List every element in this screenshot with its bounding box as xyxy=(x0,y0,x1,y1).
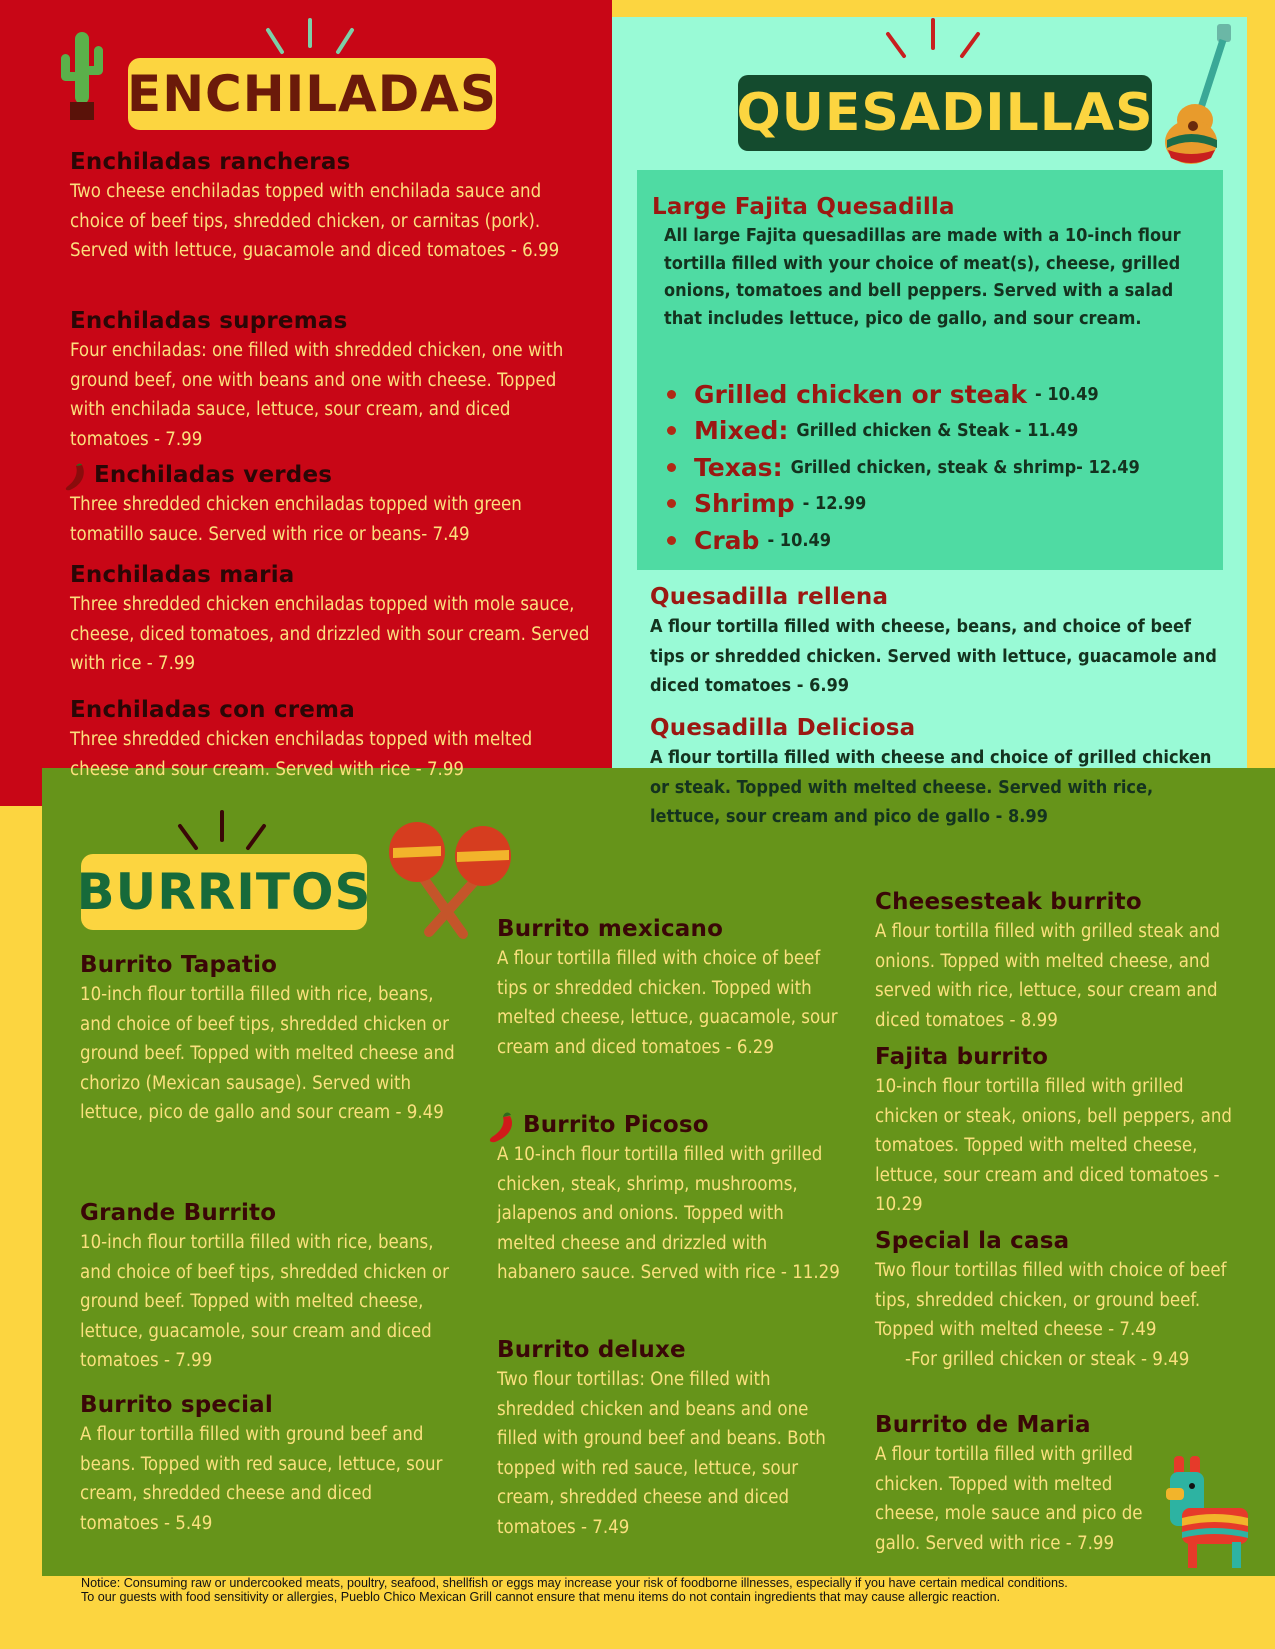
item-description: A 10-inch flour tortilla filled with grilled chicken, steak, shrimp, mushrooms, jalapenos and onions. Topped with melted cheese and drizzled with habanero sauce. Served with rice - 11.29 xyxy=(497,1144,840,1284)
item-title: Enchiladas supremas xyxy=(70,308,348,334)
option-name: Shrimp xyxy=(694,489,795,519)
menu-item xyxy=(80,950,455,1128)
item-description: Two flour tortillas filled with choice of beef tips, shredded chicken, or ground beef. Topped with melted cheese - 7.49 xyxy=(875,1260,1227,1341)
item-title: Grande Burrito xyxy=(80,1200,277,1226)
item-title: Large Fajita Quesadilla xyxy=(652,194,955,220)
list-item xyxy=(667,449,1140,486)
menu-item xyxy=(497,914,847,1062)
allergy-notice xyxy=(81,1576,1068,1604)
item-description: 10-inch flour tortilla filled with rice, beans, and choice of beef tips, shredded chicken or ground beef. Topped with melted cheese, lettuce, guacamole, sour cream and diced tomatoes - 7.99 xyxy=(80,1232,449,1372)
item-description: A flour tortilla filled with choice of beef tips or shredded chicken. Topped with melted cheese, lettuce, guacamole, sour cream and diced tomatoes - 6.29 xyxy=(497,948,838,1058)
rays-decoration xyxy=(172,808,272,852)
item-description: A flour tortilla filled with grilled steak and onions. Topped with melted cheese, and served with rice, lettuce, sour cream and diced tomatoes - 8.99 xyxy=(875,921,1221,1031)
item-title: Burrito de Maria xyxy=(875,1412,1091,1438)
menu-item xyxy=(875,887,1250,1035)
item-description: Two flour tortillas: One filled with shredded chicken and beans and one filled with ground beef and beans. Both topped with red sauce, lettuce, sour cream, shredded cheese and diced tomatoes - 7.49 xyxy=(497,1369,826,1538)
menu-item xyxy=(875,1042,1250,1220)
item-description: Three shredded chicken enchiladas topped with melted cheese and sour cream. Served with rice - 7.99 xyxy=(70,729,533,780)
maracas-icon xyxy=(385,818,513,946)
menu-item xyxy=(650,582,1220,701)
notice-line: Notice: Consuming raw or undercooked meats, poultry, seafood, shellfish or eggs may increase your risk of foodborne illnesses, especially if you have certain medical conditions. xyxy=(81,1576,1068,1590)
option-price: - 10.49 xyxy=(767,529,832,551)
option-price: Grilled chicken & Steak - 11.49 xyxy=(796,420,1079,442)
list-item xyxy=(667,522,1140,559)
item-description: A flour tortilla filled with cheese and choice of grilled chicken or steak. Topped with melted cheese. Served with rice, lettuce, sour cream and pico de gallo - 8.99 xyxy=(650,747,1212,828)
item-description: Three shredded chicken enchiladas topped with mole sauce, cheese, diced tomatoes, and drizzled with sour cream. Served with rice - 7.99 xyxy=(70,594,590,675)
menu-item xyxy=(80,1198,455,1376)
bullet-icon xyxy=(667,390,676,399)
list-item xyxy=(667,413,1140,450)
menu-item xyxy=(497,1110,847,1288)
rays-decoration xyxy=(880,16,986,60)
bullet-icon xyxy=(667,499,676,508)
item-title: Quesadilla Deliciosa xyxy=(650,715,916,741)
item-title: Burrito Picoso xyxy=(523,1112,709,1138)
option-price: - 10.49 xyxy=(1035,383,1099,405)
pinata-icon xyxy=(1166,1452,1254,1572)
option-price: Grilled chicken, steak & shrimp- 12.49 xyxy=(790,456,1140,478)
fajita-options-list xyxy=(667,376,1140,559)
item-description: 10-inch flour tortilla filled with grilled chicken or steak, onions, bell peppers, and tomatoes. Topped with melted cheese, lettuce, sour cream and diced tomatoes - 10.29 xyxy=(875,1076,1232,1216)
item-title: Burrito Tapatio xyxy=(80,952,278,978)
item-description: All large Fajita quesadillas are made with a 10-inch flour tortilla filled with your choice of meat(s), cheese, grilled onions, tomatoes and bell peppers. Served with a salad that includes lettuce, pico de gallo, and sour cream. xyxy=(664,225,1181,329)
bullet-icon xyxy=(667,463,676,472)
option-name: Crab xyxy=(694,525,760,555)
item-description: Two cheese enchiladas topped with enchilada sauce and choice of beef tips, shredded chicken, or carnitas (pork). Served with lettuce, guacamole and diced tomatoes - 6.99 xyxy=(70,181,560,262)
list-item xyxy=(667,486,1140,523)
item-title: Fajita burrito xyxy=(875,1044,1049,1070)
quesadillas-heading: QUESADILLAS xyxy=(738,75,1152,151)
menu-item xyxy=(70,560,590,679)
item-description: Four enchiladas: one filled with shredded chicken, one with ground beef, one with beans and one with cheese. Topped with enchilada sauce, lettuce, sour cream, and diced tomatoes - 7.99 xyxy=(70,340,564,450)
menu-item xyxy=(875,1226,1250,1374)
item-title: Burrito mexicano xyxy=(497,916,724,942)
item-description: A flour tortilla filled with grilled chicken. Topped with melted cheese, mole sauce and pico de gallo. Served with rice - 7.99 xyxy=(875,1444,1143,1554)
cactus-icon xyxy=(58,28,106,122)
bullet-icon xyxy=(667,426,676,435)
item-title: Enchiladas con crema xyxy=(70,697,355,723)
menu-item xyxy=(70,306,590,454)
menu-item xyxy=(80,1390,455,1538)
item-description: 10-inch flour tortilla filled with rice, beans, and choice of beef tips, shredded chicken or ground beef. Topped with melted cheese and chorizo (Mexican sausage). Served with lettuce, pico de gallo and sour cream - 9.49 xyxy=(80,984,455,1124)
guitar-icon xyxy=(1165,22,1247,168)
menu-item-fajita-quesadilla xyxy=(652,192,1212,332)
option-price: - 12.99 xyxy=(802,493,867,515)
item-extra-price: -For grilled chicken or steak - 9.49 xyxy=(905,1348,1190,1370)
burritos-heading: BURRITOS xyxy=(81,854,367,930)
list-item xyxy=(667,376,1140,413)
item-title: Special la casa xyxy=(875,1228,1070,1254)
option-name: Grilled chicken or steak xyxy=(694,379,1028,409)
notice-line: To our guests with food sensitivity or allergies, Pueblo Chico Mexican Grill cannot ensure that menu items do not contain ingredients that may cause allergic reaction. xyxy=(81,1590,1001,1604)
menu-item xyxy=(650,713,1220,832)
item-title: Enchiladas rancheras xyxy=(70,149,351,175)
item-title: Burrito deluxe xyxy=(497,1337,686,1363)
item-description: A flour tortilla filled with cheese, beans, and choice of beef tips or shredded chicken. Served with lettuce, guacamole and diced tomatoes - 6.99 xyxy=(650,616,1217,697)
item-title: Cheesesteak burrito xyxy=(875,889,1142,915)
menu-item xyxy=(70,147,590,266)
item-description: Three shredded chicken enchiladas topped with green tomatillo sauce. Served with rice or beans- 7.49 xyxy=(70,494,522,545)
enchiladas-heading: ENCHILADAS xyxy=(128,58,496,130)
menu-item xyxy=(875,1410,1175,1558)
menu-item xyxy=(70,460,590,549)
item-title: Enchiladas verdes xyxy=(94,462,333,488)
menu-item xyxy=(497,1335,847,1543)
item-title: Burrito special xyxy=(80,1392,273,1418)
option-name: Mixed: xyxy=(694,416,789,446)
item-title: Enchiladas maria xyxy=(70,562,295,588)
item-description: A flour tortilla filled with ground beef and beans. Topped with red sauce, lettuce, sour cream, shredded cheese and diced tomatoes - 5.49 xyxy=(80,1424,443,1534)
option-name: Texas: xyxy=(694,452,783,482)
rays-decoration xyxy=(260,16,360,58)
bullet-icon xyxy=(667,536,676,545)
item-title: Quesadilla rellena xyxy=(650,584,889,610)
menu-item xyxy=(70,695,590,784)
